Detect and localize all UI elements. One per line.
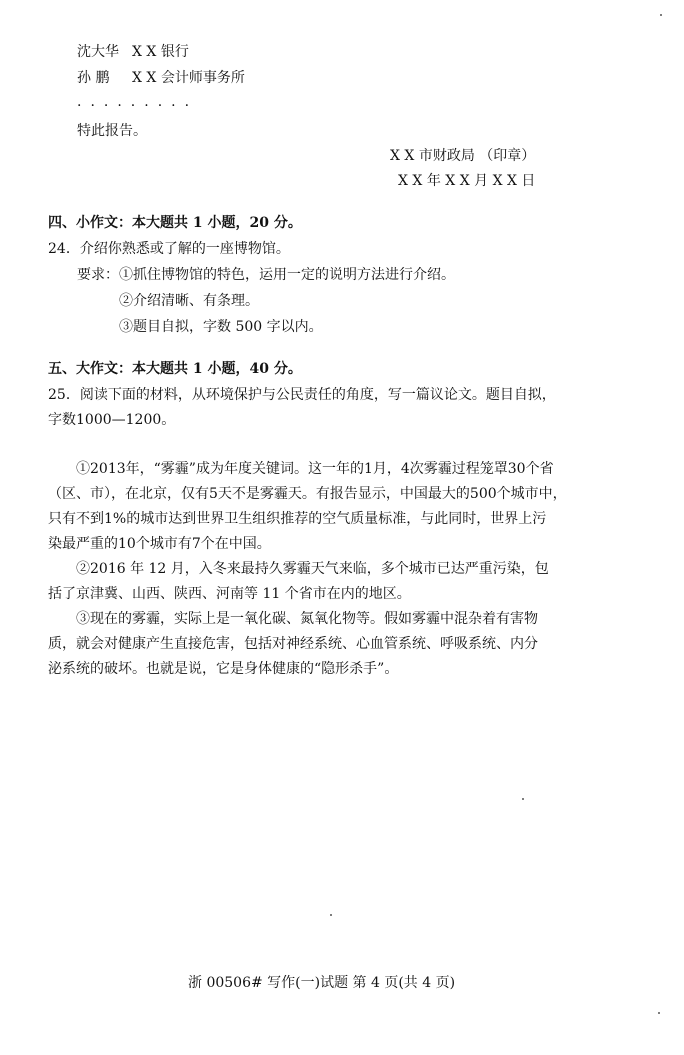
org-entry-1 [132, 42, 189, 62]
requirement-3: ③题目自拟，字数 500 字以内。 [119, 319, 323, 335]
issue-date: X X 年 X X 月 X X 日 [398, 173, 536, 189]
material-p3-line2: 质，就会对健康产生直接危害，包括对神经系统、心血管系统、呼吸系统、内分 [48, 636, 538, 652]
question-25-line-2: 字数1000—1200。 [48, 412, 176, 428]
requirement-2: ②介绍清晰、有条理。 [119, 293, 259, 309]
closing-phrase: 特此报告。 [77, 123, 147, 139]
material-p1-line4: 染最严重的10个城市有7个在中国。 [48, 536, 271, 552]
question-24-prompt: 24．介绍你熟悉或了解的一座博物馆。 [48, 241, 290, 257]
material-p2-line2: 括了京津冀、山西、陕西、河南等 11 个省市在内的地区。 [48, 586, 411, 602]
person-name: 孙 鹏 [77, 70, 110, 86]
issuer-signature: X X 市财政局 （印章） [390, 148, 536, 164]
scan-speck [522, 798, 524, 800]
scan-speck [658, 1012, 660, 1014]
section-4-heading: 四、小作文：本大题共 1 小题，20 分。 [48, 215, 302, 231]
organization-name: X X 银行 [132, 44, 189, 60]
scan-speck [660, 14, 662, 16]
material-p1-line3: 只有不到1%的城市达到世界卫生组织推荐的空气质量标准，与此同时，世界上污 [48, 511, 547, 527]
question-25-line-1: 25．阅读下面的材料，从环境保护与公民责任的角度，写一篇议论文。题目自拟， [48, 387, 556, 403]
section-5-heading: 五、大作文：本大题共 1 小题，40 分。 [48, 361, 302, 377]
material-p3-line3: 泌系统的破坏。也就是说，它是身体健康的“隐形杀手”。 [48, 661, 399, 677]
material-p3-line1: ③现在的雾霾，实际上是一氧化碳、氮氧化物等。假如雾霾中混杂着有害物 [76, 611, 538, 627]
material-p1-line2: （区、市），在北京，仅有5天不是雾霾天。有报告显示，中国最大的500个城市中， [48, 486, 567, 502]
ellipsis-dots: ········· [77, 98, 199, 114]
person-name: 沈大华 [77, 44, 119, 60]
material-p2-line1: ②2016 年 12 月，入冬来最持久雾霾天气来临，多个城市已达严重污染，包 [76, 561, 549, 577]
name-entry-2 [77, 68, 109, 88]
name-entry-1 [77, 42, 119, 62]
page-footer: 浙 00506# 写作(一)试题 第 4 页(共 4 页) [188, 975, 456, 991]
org-entry-2 [132, 68, 245, 88]
material-p1-line1: ①2013年，“雾霾”成为年度关键词。这一年的1月，4次雾霾过程笼罩30个省 [76, 461, 554, 477]
organization-name: X X 会计师事务所 [132, 70, 245, 86]
scan-speck [330, 914, 332, 916]
requirement-1: 要求：①抓住博物馆的特色，运用一定的说明方法进行介绍。 [77, 267, 455, 283]
